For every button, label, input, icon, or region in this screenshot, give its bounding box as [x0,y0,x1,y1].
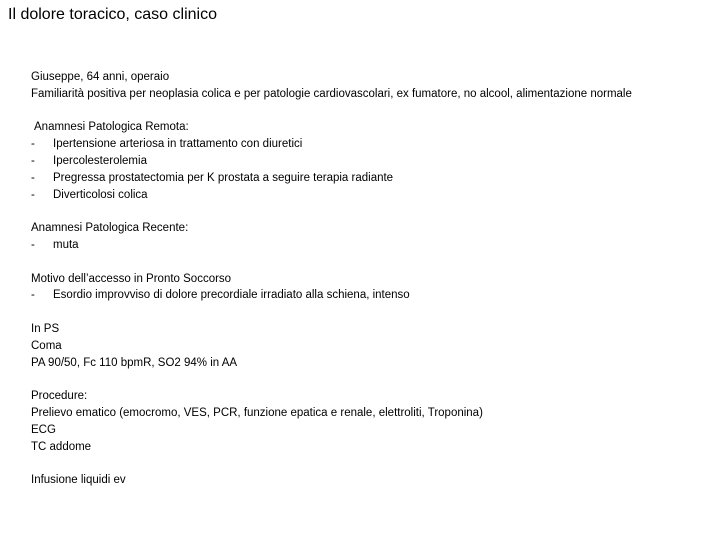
list-item-text: Ipercolesterolemia [53,154,147,167]
list-item-text: Ipertensione arteriosa in trattamento con diuretici [53,138,303,151]
procedure-ct: TC addome [31,440,92,453]
list-item [31,237,671,254]
admission-reason-block [31,271,671,305]
recent-history-heading: Anamnesi Patologica Recente: [31,222,189,235]
recent-history-block [31,220,671,254]
bullet-dash: - [31,188,35,201]
infusion-line: Infusione liquidi ev [31,474,126,487]
list-item [31,153,671,170]
patient-block [31,69,671,103]
er-status-consciousness: Coma [31,339,62,352]
bullet-dash: - [31,289,35,302]
er-status-heading: In PS [31,322,60,335]
list-item-text: Esordio improvviso di dolore precordiale irradiato alla schiena, intenso [53,289,410,302]
procedure-ecg: ECG [31,423,56,436]
remote-history-heading: Anamnesi Patologica Remota: [34,121,189,134]
admission-reason-heading: Motivo dell’accesso in Pronto Soccorso [31,272,232,285]
slide-title: Il dolore toracico, caso clinico [8,6,217,23]
list-item [31,287,671,304]
er-status-block [31,321,671,371]
infusion-block [31,472,671,489]
bullet-dash: - [31,154,35,167]
family-history-line: Familiarità positiva per neoplasia colica e per patologie cardiovascolari, ex fumatore, no alcool, alimentazione normale [31,87,632,100]
bullet-dash: - [31,238,35,251]
bullet-dash: - [31,171,35,184]
list-item [31,170,671,187]
procedures-heading: Procedure: [31,390,88,403]
patient-line: Giuseppe, 64 anni, operaio [31,71,170,83]
list-item-text: Pregressa prostatectomia per K prostata a seguire terapia radiante [53,171,394,184]
bullet-dash: - [31,138,35,151]
procedures-block [31,388,671,455]
list-item [31,136,671,153]
list-item-text: Diverticolosi colica [53,188,148,201]
procedure-blood-tests: Prelievo ematico (emocromo, VES, PCR, funzione epatica e renale, elettroliti, Troponina) [31,406,483,419]
list-item [31,187,671,204]
case-content [31,69,671,489]
er-status-vitals: PA 90/50, Fc 110 bpmR, SO2 94% in AA [31,356,238,369]
list-item-text: muta [53,238,79,251]
remote-history-block [31,119,671,203]
